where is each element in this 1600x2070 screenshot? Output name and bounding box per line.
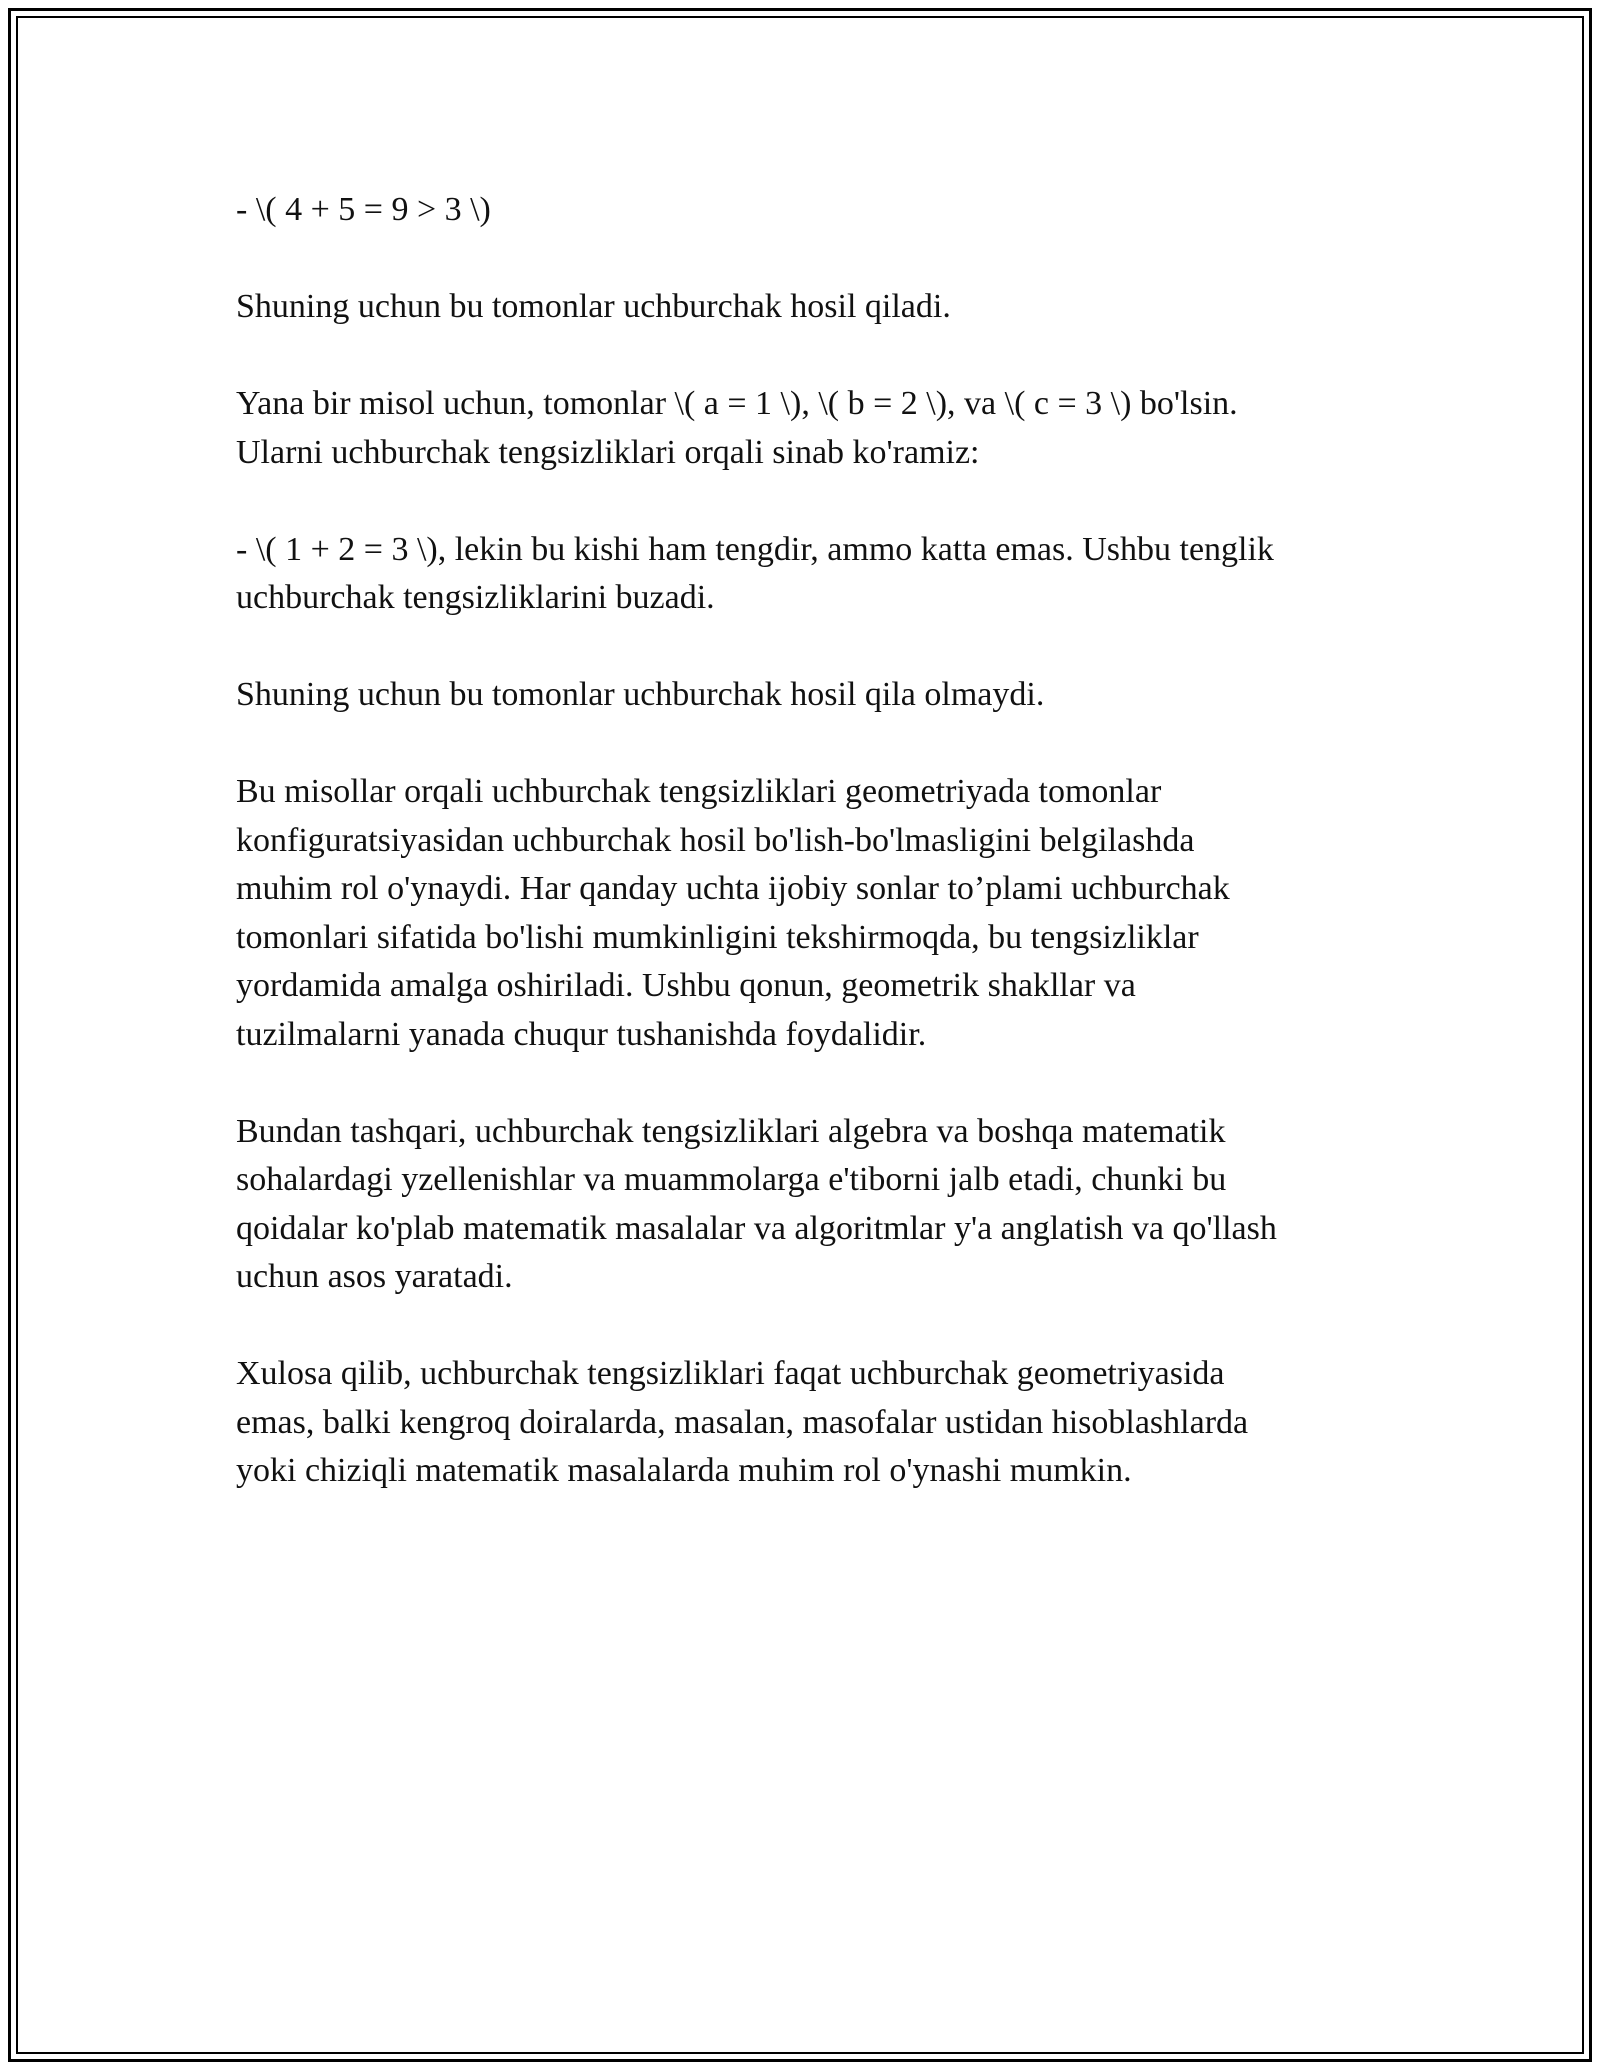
paragraph-algebra: Bundan tashqari, uchburchak tengsizliklari algebra va boshqa matematik sohalardagi yzellenishlar va muammolarga e'tiborni jalb etadi, chunki bu qoidalar ko'plab matematik masalalar va algoritmlar y'a anglatish va qo'llash uchun asos yaratadi. bbox=[236, 1112, 1277, 1295]
document-body bbox=[236, 186, 1366, 1496]
paragraph-geometry-role: Bu misollar orqali uchburchak tengsizliklari geometriyada tomonlar konfiguratsiyasidan uchburchak hosil bo'lish-bo'lmasligini belgilashda muhim rol o'ynaydi. Har qanday uchta ijobiy sonlar to’plami uchburchak tomonlari sifatida bo'lishi mumkinligini tekshirmoqda, bu tengsizliklar yordamida amalga oshiriladi. Ushbu qonun, geometrik shakllar va tuzilmalarni yanada chuqur tushanishda foydalidir. bbox=[236, 773, 1230, 1053]
paragraph-gap bbox=[236, 332, 1366, 381]
paragraph-gap bbox=[236, 623, 1366, 672]
paragraph-gap bbox=[236, 235, 1366, 284]
paragraph-gap bbox=[236, 720, 1366, 769]
paragraph-gap bbox=[236, 1059, 1366, 1108]
paragraph-conclusion-forms: Shuning uchun bu tomonlar uchburchak hosil qiladi. bbox=[236, 288, 951, 325]
paragraph-equation-first: - \( 4 + 5 = 9 > 3 \) bbox=[236, 191, 491, 228]
paragraph-equation-second: - \( 1 + 2 = 3 \), lekin bu kishi ham tengdir, ammo katta emas. Ushbu tenglik uchburchak tengsizliklarini buzadi. bbox=[236, 530, 1274, 616]
paragraph-summary: Xulosa qilib, uchburchak tengsizliklari faqat uchburchak geometriyasida emas, balki kengroq doiralarda, masalan, masofalar ustidan hisoblashlarda yoki chiziqli matematik masalalarda muhim rol o'ynashi mumkin. bbox=[236, 1355, 1249, 1489]
paragraph-gap bbox=[236, 1302, 1366, 1351]
paragraph-conclusion-not-forms: Shuning uchun bu tomonlar uchburchak hosil qila olmaydi. bbox=[236, 676, 1045, 713]
paragraph-gap bbox=[236, 477, 1366, 526]
paragraph-second-example: Yana bir misol uchun, tomonlar \( a = 1 \), \( b = 2 \), va \( c = 3 \) bo'lsin. Ularni uchburchak tengsizliklari orqali sinab ko'ramiz: bbox=[236, 385, 1238, 471]
